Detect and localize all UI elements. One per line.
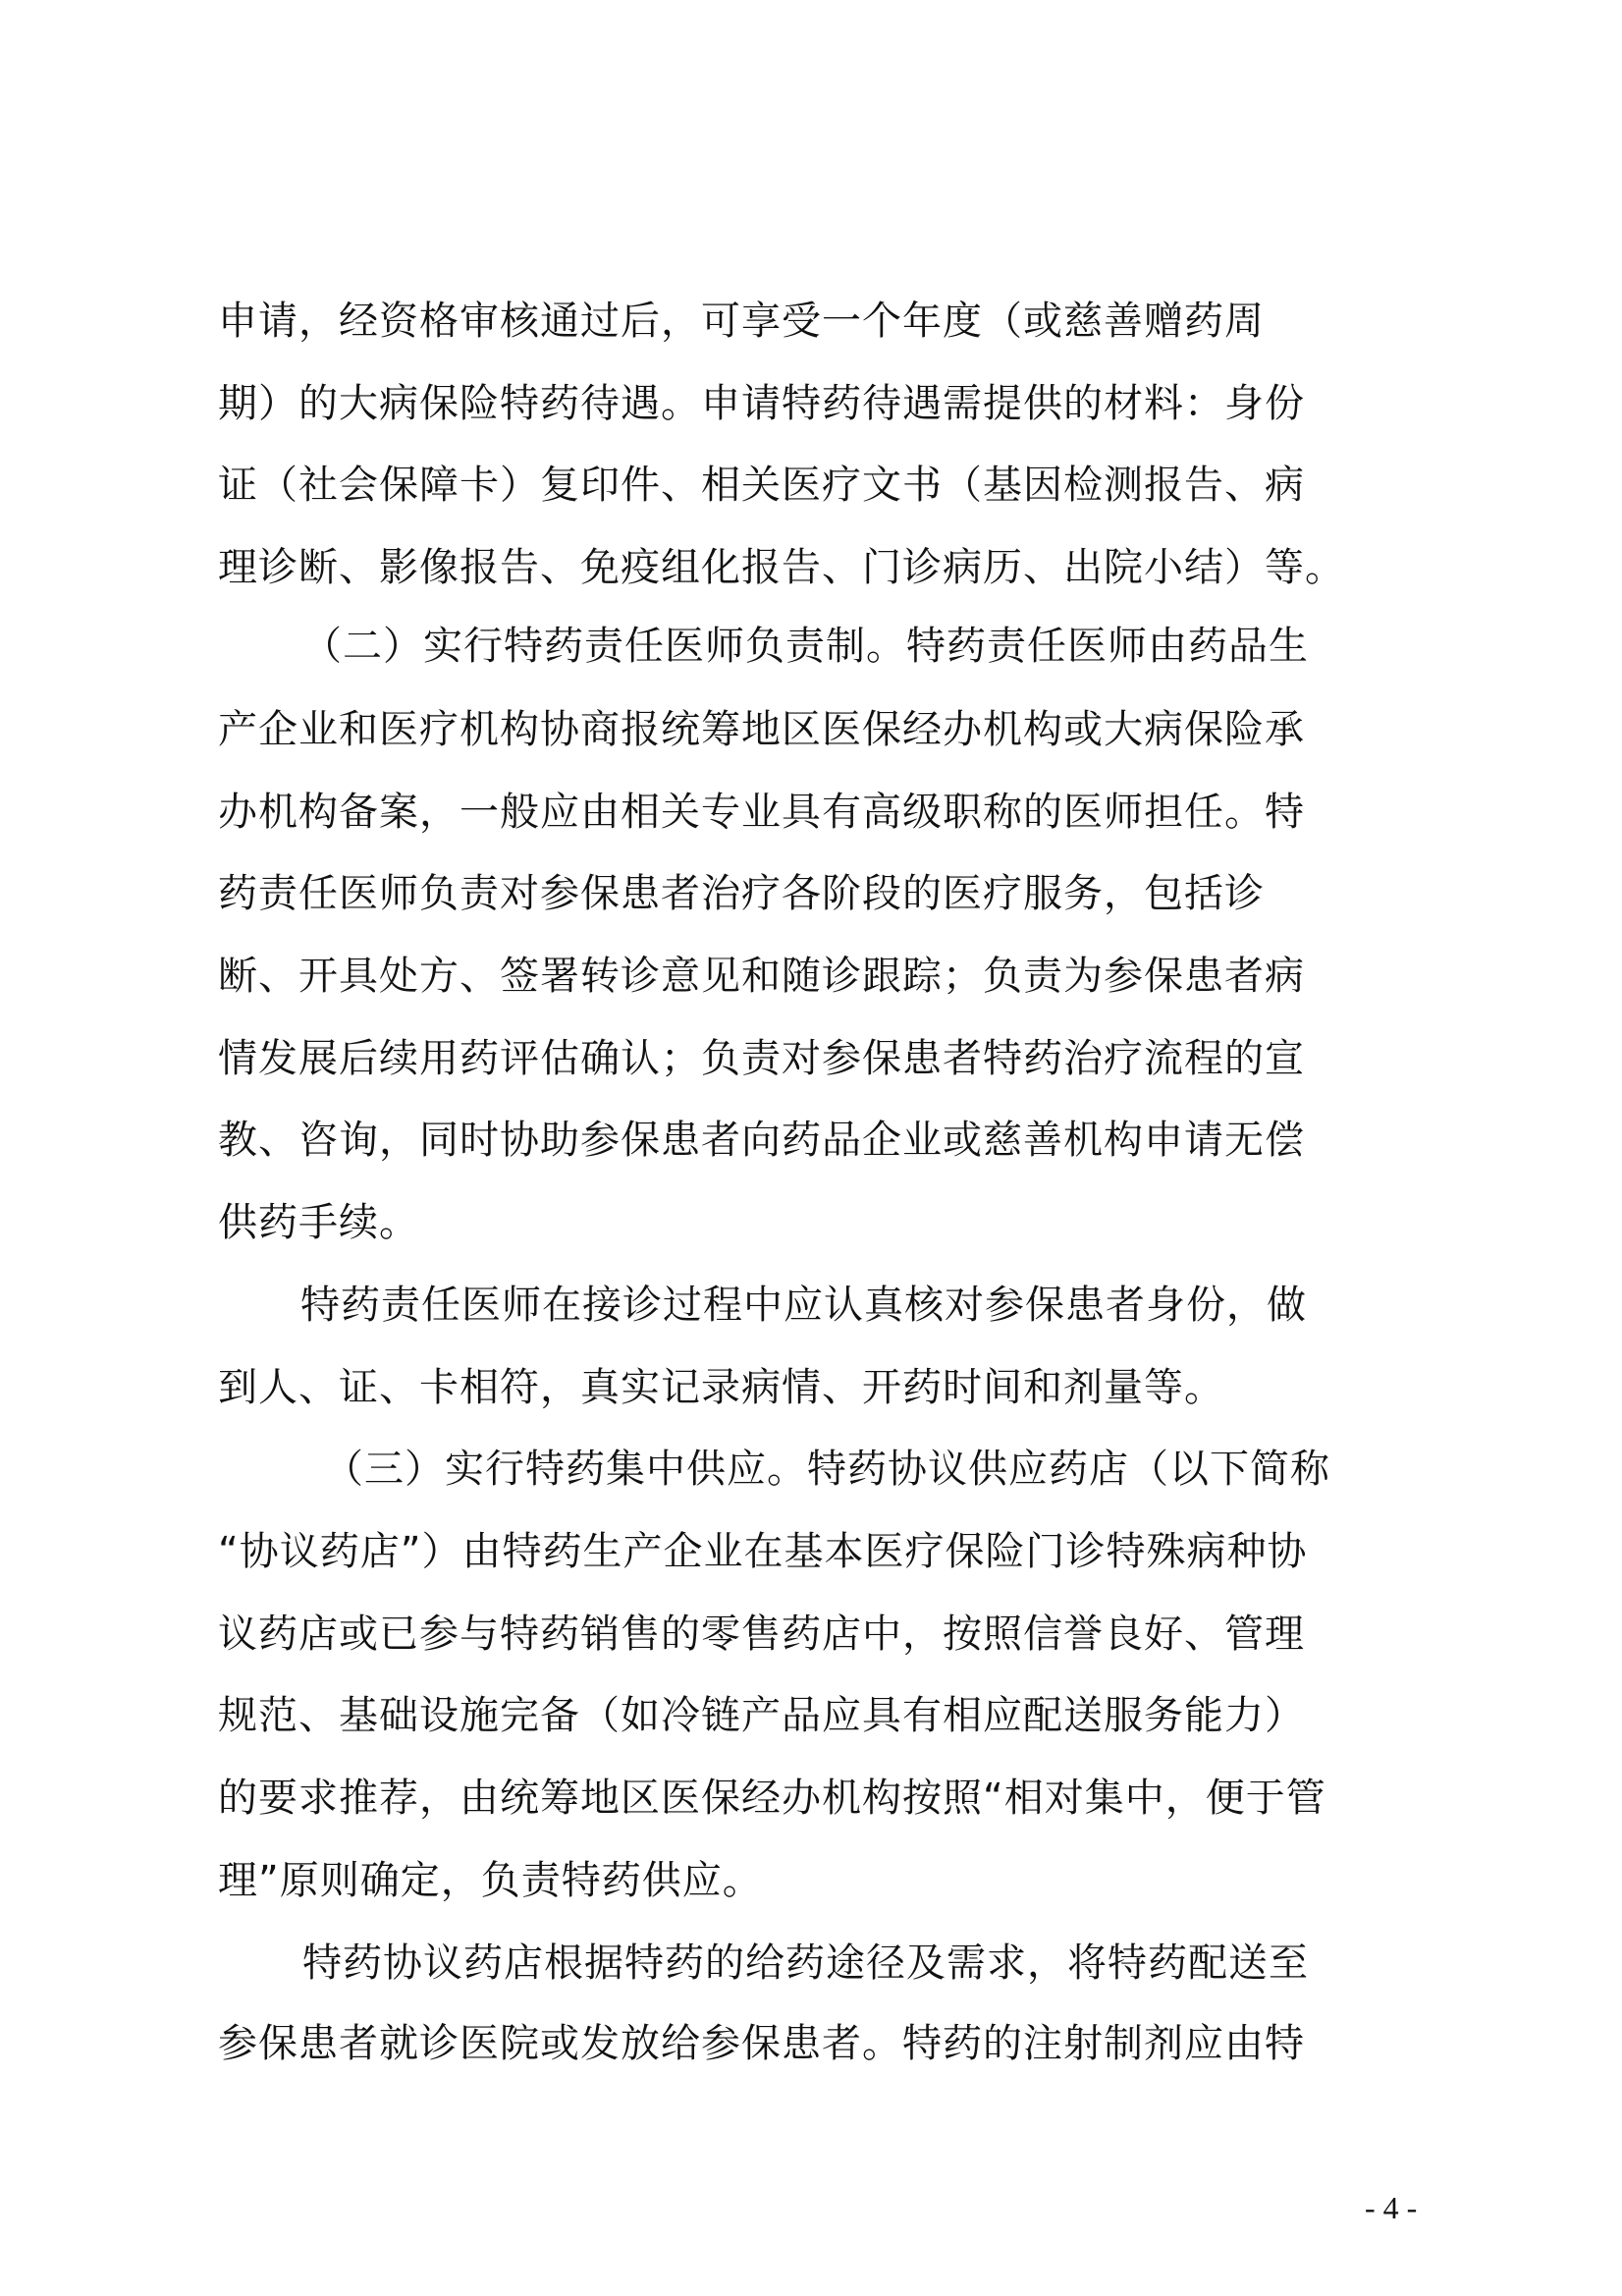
text-line: 教、咨询，同时协助参保患者向药品企业或慈善机构申请无偿 xyxy=(218,1118,1305,1163)
text-line: 理诊断、影像报告、免疫组化报告、门诊病历、出院小结）等。 xyxy=(218,545,1345,590)
page-number: - 4 - xyxy=(1365,2190,1418,2225)
text-line: 规范、基础设施完备（如冷链产品应具有相应配送服务能力） xyxy=(218,1693,1305,1738)
text-line: “协议药店”）由特药生产企业在基本医疗保险门诊特殊病种协 xyxy=(218,1529,1308,1574)
text-line: 到人、证、卡相符，真实记录病情、开药时间和剂量等。 xyxy=(218,1365,1224,1410)
text-line: 议药店或已参与特药销售的零售药店中，按照信誉良好、管理 xyxy=(218,1612,1305,1657)
text-line: 参保患者就诊医院或发放给参保患者。特药的注射制剂应由特 xyxy=(218,2021,1305,2066)
text-line: 药责任医师负责对参保患者治疗各阶段的医疗服务，包括诊 xyxy=(218,871,1265,916)
text-line: 特药责任医师在接诊过程中应认真核对参保患者身份，做 xyxy=(300,1283,1307,1328)
text-line: 理”原则确定，负责特药供应。 xyxy=(218,1858,763,1903)
text-line: 产企业和医疗机构协商报统筹地区医保经办机构或大病保险承 xyxy=(218,707,1305,752)
text-line: 情发展后续用药评估确认；负责对参保患者特药治疗流程的宣 xyxy=(218,1036,1305,1081)
text-line: （三）实行特药集中供应。特药协议供应药店（以下简称 xyxy=(324,1447,1330,1492)
text-line: 供药手续。 xyxy=(218,1200,419,1245)
text-line: 办机构备案，一般应由相关专业具有高级职称的医师担任。特 xyxy=(218,790,1305,835)
text-line: 证（社会保障卡）复印件、相关医疗文书（基因检测报告、病 xyxy=(218,463,1305,508)
text-line: 特药协议药店根据特药的给药途径及需求，将特药配送至 xyxy=(302,1941,1309,1986)
text-line: 的要求推荐，由统筹地区医保经办机构按照“相对集中，便于管 xyxy=(218,1776,1326,1821)
text-line: （二）实行特药责任医师负责制。特药责任医师由药品生 xyxy=(302,624,1309,669)
text-line: 申请，经资格审核通过后，可享受一个年度（或慈善赠药周 xyxy=(218,299,1265,344)
text-line: 期）的大病保险特药待遇。申请特药待遇需提供的材料：身份 xyxy=(218,381,1305,426)
text-line: 断、开具处方、签署转诊意见和随诊跟踪；负责为参保患者病 xyxy=(218,954,1305,999)
